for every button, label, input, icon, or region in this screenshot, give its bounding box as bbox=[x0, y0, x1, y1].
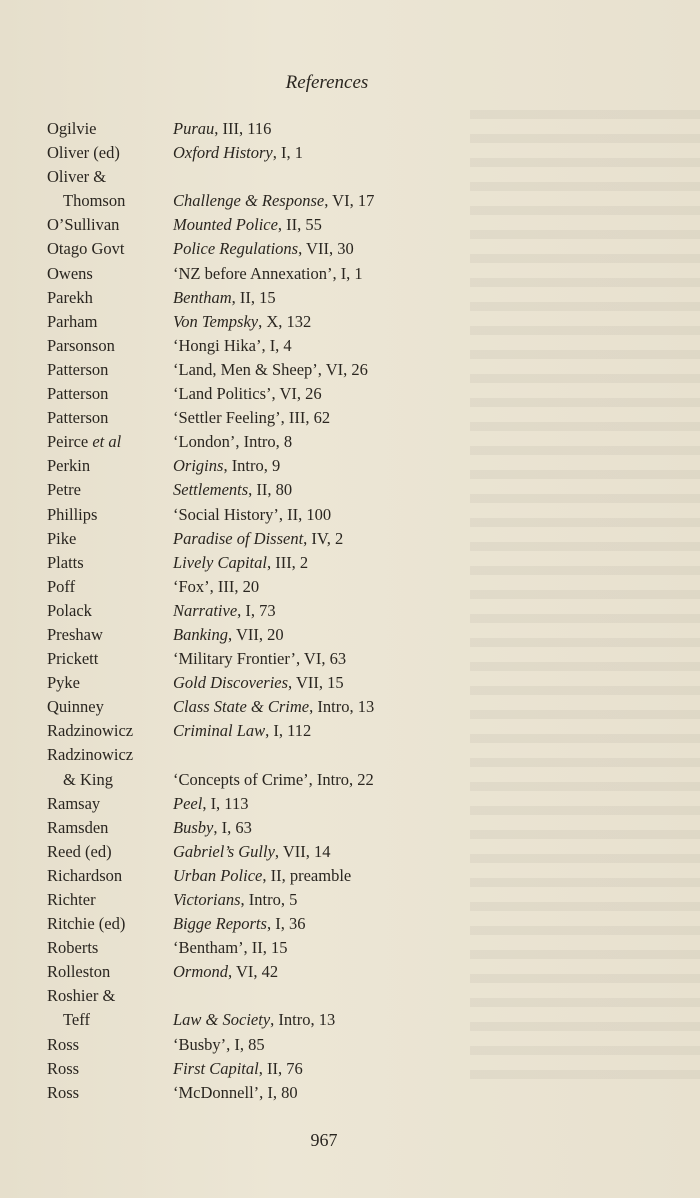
reference-entry bbox=[0, 430, 700, 454]
reference-entry bbox=[0, 310, 700, 334]
author-line: Phillips bbox=[47, 504, 98, 524]
reference-citation bbox=[173, 117, 271, 141]
author-name bbox=[47, 743, 167, 791]
reference-entry bbox=[0, 1033, 700, 1057]
author-line: Platts bbox=[47, 552, 84, 572]
author-name bbox=[47, 430, 167, 454]
author-line: Parham bbox=[47, 311, 98, 331]
reference-citation bbox=[173, 647, 346, 671]
author-name bbox=[47, 213, 167, 237]
citation-title: Challenge & Response bbox=[173, 191, 325, 211]
citation-text: ‘Concepts of Crime’, Intro, 22 bbox=[173, 769, 374, 789]
citation-text: , II, 55 bbox=[277, 215, 322, 235]
citation-title: Ormond bbox=[173, 962, 229, 982]
author-name bbox=[47, 286, 167, 310]
author-name bbox=[47, 334, 167, 358]
citation-text: ‘Hongi Hika’, I, 4 bbox=[173, 335, 292, 355]
author-line: Richardson bbox=[47, 865, 123, 885]
author-name bbox=[47, 478, 167, 502]
reference-entry bbox=[0, 1081, 700, 1105]
citation-text: , I, 63 bbox=[213, 817, 252, 837]
citation-text: , I, 73 bbox=[237, 600, 276, 620]
author-line: Radzinowicz bbox=[47, 745, 134, 765]
reference-entry bbox=[0, 527, 700, 551]
author-name bbox=[47, 406, 167, 430]
author-line: Perkin bbox=[47, 456, 91, 476]
citation-text: ‘Fox’, III, 20 bbox=[173, 576, 260, 596]
author-name bbox=[47, 503, 167, 527]
citation-text: , VI, 42 bbox=[228, 962, 279, 982]
author-line: Owens bbox=[47, 263, 93, 283]
reference-citation bbox=[173, 213, 322, 237]
author-name bbox=[47, 840, 167, 864]
author-line: Radzinowicz bbox=[47, 721, 134, 741]
reference-citation bbox=[173, 864, 351, 888]
author-name bbox=[47, 984, 167, 1032]
citation-text: , VII, 20 bbox=[228, 624, 284, 644]
author-line: Reed (ed) bbox=[47, 841, 112, 861]
reference-entry bbox=[0, 358, 700, 382]
citation-title: Busby bbox=[173, 817, 214, 837]
author-line: Pike bbox=[47, 528, 77, 548]
reference-entry bbox=[0, 840, 700, 864]
author-name bbox=[47, 623, 167, 647]
reference-entry bbox=[0, 743, 700, 791]
reference-citation bbox=[173, 888, 297, 912]
author-name bbox=[47, 816, 167, 840]
reference-list bbox=[0, 117, 700, 1105]
reference-citation bbox=[173, 430, 292, 454]
reference-citation bbox=[173, 816, 252, 840]
citation-title: Police Regulations bbox=[173, 239, 299, 259]
reference-citation bbox=[173, 671, 344, 695]
reference-entry bbox=[0, 912, 700, 936]
reference-entry bbox=[0, 719, 700, 743]
citation-text: , Intro, 13 bbox=[270, 1010, 336, 1030]
reference-citation bbox=[173, 599, 276, 623]
reference-entry bbox=[0, 792, 700, 816]
citation-title: Settlements bbox=[173, 480, 249, 500]
author-line: Polack bbox=[47, 600, 92, 620]
author-line: Peirce et al bbox=[47, 432, 122, 452]
author-line: Patterson bbox=[47, 359, 109, 379]
author-name bbox=[47, 310, 167, 334]
citation-text: , IV, 2 bbox=[303, 528, 344, 548]
citation-text: , VII, 30 bbox=[298, 239, 354, 259]
citation-text: , I, 112 bbox=[265, 721, 312, 741]
citation-title: Gold Discoveries bbox=[173, 673, 289, 693]
citation-text: , II, 76 bbox=[258, 1058, 303, 1078]
reference-entry bbox=[0, 936, 700, 960]
author-name bbox=[47, 599, 167, 623]
reference-entry bbox=[0, 623, 700, 647]
reference-citation bbox=[173, 406, 330, 430]
reference-citation bbox=[173, 936, 288, 960]
citation-title: Banking bbox=[173, 624, 228, 644]
author-line: Ritchie (ed) bbox=[47, 914, 126, 934]
reference-entry bbox=[0, 213, 700, 237]
author-name bbox=[47, 1057, 167, 1081]
citation-text: , VII, 15 bbox=[288, 673, 344, 693]
reference-citation bbox=[173, 840, 331, 864]
author-name bbox=[47, 671, 167, 695]
reference-entry bbox=[0, 575, 700, 599]
author-name bbox=[47, 719, 167, 743]
citation-text: , VI, 17 bbox=[324, 191, 375, 211]
citation-text: , Intro, 9 bbox=[223, 456, 281, 476]
page-number: 967 bbox=[310, 1130, 338, 1150]
author-name bbox=[47, 551, 167, 575]
author-line: Oliver & bbox=[47, 167, 107, 187]
author-name bbox=[47, 647, 167, 671]
citation-title: Paradise of Dissent bbox=[173, 528, 304, 548]
author-line: Petre bbox=[47, 480, 81, 500]
citation-text: ‘Military Frontier’, VI, 63 bbox=[173, 649, 347, 669]
reference-entry bbox=[0, 382, 700, 406]
author-line: Richter bbox=[47, 890, 96, 909]
citation-text: , Intro, 5 bbox=[240, 890, 298, 909]
reference-entry bbox=[0, 984, 700, 1032]
author-line: & King bbox=[63, 769, 113, 789]
reference-entry bbox=[0, 864, 700, 888]
reference-citation bbox=[173, 237, 354, 261]
citation-title: Origins bbox=[173, 456, 224, 476]
reference-entry bbox=[0, 237, 700, 261]
author-line: O’Sullivan bbox=[47, 215, 120, 235]
reference-entry bbox=[0, 888, 700, 912]
running-header: References bbox=[285, 72, 369, 93]
author-name bbox=[47, 1081, 167, 1105]
author-name bbox=[47, 1033, 167, 1057]
author-name bbox=[47, 792, 167, 816]
citation-text: , I, 113 bbox=[202, 793, 249, 813]
citation-text: , X, 132 bbox=[258, 311, 312, 331]
author-line: Parekh bbox=[47, 287, 93, 307]
author-name bbox=[47, 165, 167, 213]
reference-citation bbox=[173, 695, 374, 719]
author-name bbox=[47, 358, 167, 382]
citation-title: Mounted Police bbox=[173, 215, 278, 235]
author-line: Poff bbox=[47, 576, 76, 596]
citation-text: ‘McDonnell’, I, 80 bbox=[173, 1082, 298, 1102]
citation-text: ‘NZ before Annexation’, I, 1 bbox=[173, 263, 363, 283]
citation-title: Von Tempsky bbox=[173, 311, 259, 331]
author-line: Ogilvie bbox=[47, 119, 97, 138]
reference-entry bbox=[0, 454, 700, 478]
reference-entry bbox=[0, 816, 700, 840]
citation-text: , VII, 14 bbox=[274, 841, 331, 861]
author-line: Patterson bbox=[47, 408, 109, 428]
citation-text: ‘Bentham’, II, 15 bbox=[173, 938, 288, 958]
reference-entry bbox=[0, 1057, 700, 1081]
citation-title: Victorians bbox=[173, 890, 241, 909]
author-name bbox=[47, 864, 167, 888]
reference-entry bbox=[0, 117, 700, 141]
citation-text: ‘Social History’, II, 100 bbox=[173, 504, 332, 524]
author-line: Ross bbox=[47, 1082, 80, 1102]
reference-citation bbox=[173, 1033, 265, 1057]
author-name bbox=[47, 382, 167, 406]
author-name bbox=[47, 454, 167, 478]
author-line: Prickett bbox=[47, 649, 99, 669]
citation-title: Peel bbox=[173, 793, 203, 813]
author-line: Otago Govt bbox=[47, 239, 125, 259]
reference-citation bbox=[173, 527, 343, 551]
author-line: Rolleston bbox=[47, 962, 111, 982]
citation-title: First Capital bbox=[173, 1058, 259, 1078]
reference-citation bbox=[173, 1081, 298, 1105]
author-line: Parsonson bbox=[47, 335, 115, 355]
author-line: Oliver (ed) bbox=[47, 143, 120, 163]
reference-citation bbox=[173, 310, 311, 334]
reference-citation bbox=[173, 478, 292, 502]
reference-citation bbox=[173, 960, 278, 984]
author-line: Ross bbox=[47, 1058, 80, 1078]
reference-entry bbox=[0, 647, 700, 671]
citation-title: Law & Society bbox=[173, 1010, 271, 1030]
citation-text: , II, preamble bbox=[262, 865, 352, 885]
citation-title: Lively Capital bbox=[173, 552, 267, 572]
author-line: Preshaw bbox=[47, 624, 103, 644]
reference-citation bbox=[173, 575, 259, 599]
citation-title: Oxford History bbox=[173, 143, 273, 163]
reference-entry bbox=[0, 262, 700, 286]
author-name bbox=[47, 527, 167, 551]
citation-text: ‘Busby’, I, 85 bbox=[173, 1034, 265, 1054]
author-line: Teff bbox=[63, 1010, 90, 1030]
citation-title: Class State & Crime bbox=[173, 697, 310, 717]
reference-entry bbox=[0, 406, 700, 430]
reference-citation bbox=[173, 623, 284, 647]
author-line: Ramsden bbox=[47, 817, 109, 837]
reference-citation bbox=[173, 719, 311, 743]
reference-citation bbox=[173, 792, 248, 816]
reference-citation bbox=[173, 551, 308, 575]
author-line: Quinney bbox=[47, 697, 104, 717]
citation-title: Bigge Reports bbox=[173, 914, 267, 934]
citation-text: , Intro, 13 bbox=[309, 697, 375, 717]
reference-citation bbox=[173, 141, 303, 165]
citation-text: ‘Land Politics’, VI, 26 bbox=[173, 384, 322, 404]
citation-text: , I, 36 bbox=[266, 914, 306, 934]
author-name bbox=[47, 237, 167, 261]
reference-entry bbox=[0, 141, 700, 165]
citation-text: , II, 15 bbox=[231, 287, 276, 307]
author-name bbox=[47, 695, 167, 719]
reference-citation bbox=[173, 334, 292, 358]
reference-entry bbox=[0, 478, 700, 502]
author-line: Roshier & bbox=[47, 986, 116, 1006]
reference-citation bbox=[173, 286, 276, 310]
author-line: Patterson bbox=[47, 384, 109, 404]
reference-citation bbox=[173, 1057, 303, 1081]
author-line: Roberts bbox=[47, 938, 99, 958]
citation-text: ‘Land, Men & Sheep’, VI, 26 bbox=[173, 359, 368, 379]
citation-title: Gabriel’s Gully bbox=[173, 841, 275, 861]
reference-entry bbox=[0, 286, 700, 310]
reference-entry bbox=[0, 165, 700, 213]
citation-text: ‘Settler Feeling’, III, 62 bbox=[173, 408, 331, 428]
author-name bbox=[47, 262, 167, 286]
reference-entry bbox=[0, 599, 700, 623]
author-name bbox=[47, 575, 167, 599]
citation-title: Criminal Law bbox=[173, 721, 266, 741]
author-name bbox=[47, 960, 167, 984]
citation-title: Narrative bbox=[173, 600, 238, 620]
author-name bbox=[47, 888, 167, 912]
citation-text: , II, 80 bbox=[248, 480, 293, 500]
citation-text: , I, 1 bbox=[272, 143, 304, 163]
citation-title: Bentham bbox=[173, 287, 232, 307]
citation-text: , III, 2 bbox=[266, 552, 309, 572]
reference-entry bbox=[0, 695, 700, 719]
reference-citation bbox=[173, 262, 363, 286]
reference-entry bbox=[0, 551, 700, 575]
author-name bbox=[47, 141, 167, 165]
reference-citation bbox=[173, 382, 322, 406]
reference-citation bbox=[173, 358, 368, 382]
citation-title: Urban Police bbox=[173, 865, 263, 885]
reference-citation bbox=[173, 768, 374, 792]
author-name bbox=[47, 912, 167, 936]
reference-entry bbox=[0, 671, 700, 695]
reference-citation bbox=[173, 1008, 335, 1032]
author-line: Pyke bbox=[47, 673, 80, 693]
reference-entry bbox=[0, 960, 700, 984]
reference-entry bbox=[0, 334, 700, 358]
citation-title: Purau bbox=[173, 119, 215, 138]
reference-citation bbox=[173, 454, 280, 478]
reference-citation bbox=[173, 189, 374, 213]
citation-text: ‘London’, Intro, 8 bbox=[173, 432, 293, 452]
author-line: Ramsay bbox=[47, 793, 101, 813]
reference-citation bbox=[173, 912, 305, 936]
citation-text: , III, 116 bbox=[214, 119, 272, 138]
author-name bbox=[47, 936, 167, 960]
author-line: Ross bbox=[47, 1034, 80, 1054]
author-line: Thomson bbox=[63, 191, 126, 211]
author-name bbox=[47, 117, 167, 141]
reference-entry bbox=[0, 503, 700, 527]
reference-citation bbox=[173, 503, 331, 527]
